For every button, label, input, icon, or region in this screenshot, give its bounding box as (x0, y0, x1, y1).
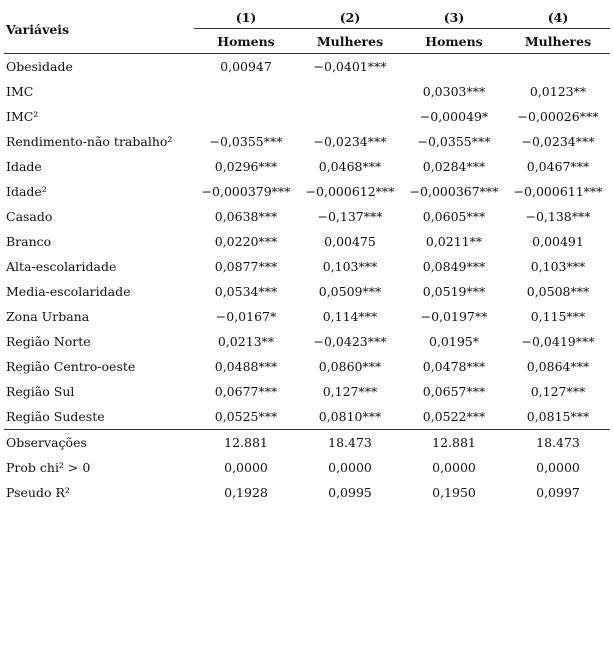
cell-value: 0,00947 (220, 59, 272, 74)
cell-value: −0,0401*** (313, 59, 387, 74)
row-label: Zona Urbana (6, 309, 90, 324)
cell-value: 0,0000 (432, 460, 476, 475)
cell-value: 12.881 (194, 430, 298, 456)
cell-value: 0,0467*** (526, 159, 590, 174)
row-label: Idade (6, 159, 42, 174)
cell-value (402, 54, 506, 80)
cell-value: −0,0423*** (313, 334, 387, 349)
cell-value (194, 104, 298, 129)
cell-value: −0,0167* (215, 309, 277, 324)
regression-table (4, 6, 610, 505)
cell-value: 0,0220*** (214, 234, 278, 249)
cell-value: 0,0296*** (214, 159, 278, 174)
row-label: Região Centro-oeste (6, 359, 136, 374)
statistics-body (4, 430, 610, 506)
column-number: (1) (194, 6, 298, 29)
table-row (4, 204, 610, 229)
cell-value: 0,0211** (425, 234, 483, 249)
table-row (4, 54, 610, 80)
cell-value: 0,0303*** (422, 84, 486, 99)
column-group: Homens (402, 29, 506, 54)
cell-value: 0,0478*** (422, 359, 486, 374)
cell-value: −0,000379*** (201, 184, 291, 199)
stats-row (4, 480, 610, 505)
cell-value: 0,0522*** (422, 409, 486, 424)
table-row (4, 229, 610, 254)
cell-value: 0,0488*** (214, 359, 278, 374)
cell-value: 0,127*** (530, 384, 586, 399)
cell-value: −0,138*** (525, 209, 591, 224)
cell-value: −0,000611*** (513, 184, 603, 199)
header-row-numbers (4, 6, 610, 29)
cell-value: 0,0000 (536, 460, 580, 475)
row-label: Casado (6, 209, 53, 224)
row-label: Região Sul (6, 384, 75, 399)
cell-value: 0,0534*** (214, 284, 278, 299)
cell-value: −0,000612*** (305, 184, 395, 199)
stats-row (4, 455, 610, 480)
row-label: IMC² (6, 109, 39, 124)
cell-value: 0,114*** (322, 309, 378, 324)
table-row (4, 354, 610, 379)
cell-value: 0,115*** (530, 309, 586, 324)
cell-value: 0,0123** (529, 84, 587, 99)
table-row (4, 154, 610, 179)
cell-value: 0,0638*** (214, 209, 278, 224)
cell-value: 0,0509*** (318, 284, 382, 299)
cell-value: 0,0000 (224, 460, 268, 475)
cell-value: 0,0860*** (318, 359, 382, 374)
cell-value: −0,0355*** (209, 134, 283, 149)
row-label: Região Sudeste (6, 409, 105, 424)
cell-value: −0,0355*** (417, 134, 491, 149)
regression-table-container (4, 6, 610, 505)
row-label: Alta-escolaridade (6, 259, 117, 274)
cell-value: 0,0657*** (422, 384, 486, 399)
table-row (4, 304, 610, 329)
cell-value (298, 104, 402, 129)
row-label: Branco (6, 234, 52, 249)
row-label: IMC (6, 84, 34, 99)
table-row (4, 254, 610, 279)
row-label: Obesidade (6, 59, 73, 74)
cell-value: −0,0234*** (521, 134, 595, 149)
cell-value: −0,0197** (420, 309, 488, 324)
cell-value: 12.881 (402, 430, 506, 456)
row-label: Pseudo R² (6, 485, 70, 500)
variables-header: Variáveis (4, 6, 194, 54)
cell-value: 0,0519*** (422, 284, 486, 299)
cell-value (506, 54, 610, 80)
cell-value: 0,0997 (536, 485, 580, 500)
row-label: Região Norte (6, 334, 91, 349)
stats-row (4, 430, 610, 456)
table-row (4, 104, 610, 129)
cell-value: 0,0525*** (214, 409, 278, 424)
row-label: Rendimento-não trabalho² (6, 134, 173, 149)
cell-value: −0,00049* (419, 109, 489, 124)
cell-value: 0,1928 (224, 485, 268, 500)
cell-value (298, 79, 402, 104)
cell-value: 0,0995 (328, 485, 372, 500)
cell-value: 0,0213** (217, 334, 275, 349)
cell-value: 0,0815*** (526, 409, 590, 424)
cell-value: 0,0677*** (214, 384, 278, 399)
column-number: (3) (402, 6, 506, 29)
column-number: (4) (506, 6, 610, 29)
cell-value: 0,0810*** (318, 409, 382, 424)
column-group: Homens (194, 29, 298, 54)
row-label: Observações (4, 430, 194, 456)
column-group: Mulheres (506, 29, 610, 54)
row-label: Media-escolaridade (6, 284, 131, 299)
cell-value: 0,1950 (432, 485, 476, 500)
cell-value: 0,0195* (429, 334, 479, 349)
cell-value: 0,00491 (532, 234, 584, 249)
cell-value: −0,00026*** (517, 109, 599, 124)
row-label: Idade² (6, 184, 47, 199)
row-label: Prob chi² > 0 (6, 460, 91, 475)
cell-value: 0,103*** (322, 259, 378, 274)
table-row (4, 279, 610, 304)
cell-value: 0,0508*** (526, 284, 590, 299)
cell-value: −0,000367*** (409, 184, 499, 199)
cell-value: 0,0605*** (422, 209, 486, 224)
cell-value: 0,0000 (328, 460, 372, 475)
cell-value: −0,137*** (317, 209, 383, 224)
cell-value: 0,0849*** (422, 259, 486, 274)
cell-value: 0,127*** (322, 384, 378, 399)
cell-value: 18.473 (298, 430, 402, 456)
cell-value: −0,0234*** (313, 134, 387, 149)
table-row (4, 129, 610, 154)
cell-value: 18.473 (506, 430, 610, 456)
table-row (4, 179, 610, 204)
cell-value: 0,00475 (324, 234, 376, 249)
cell-value: 0,0864*** (526, 359, 590, 374)
table-row (4, 379, 610, 404)
cell-value: 0,0284*** (422, 159, 486, 174)
cell-value: 0,0468*** (318, 159, 382, 174)
cell-value: −0,0419*** (521, 334, 595, 349)
cell-value: 0,103*** (530, 259, 586, 274)
table-row (4, 79, 610, 104)
column-number: (2) (298, 6, 402, 29)
column-group: Mulheres (298, 29, 402, 54)
coefficients-body (4, 54, 610, 430)
table-row (4, 329, 610, 354)
table-row (4, 404, 610, 430)
cell-value (194, 79, 298, 104)
cell-value: 0,0877*** (214, 259, 278, 274)
